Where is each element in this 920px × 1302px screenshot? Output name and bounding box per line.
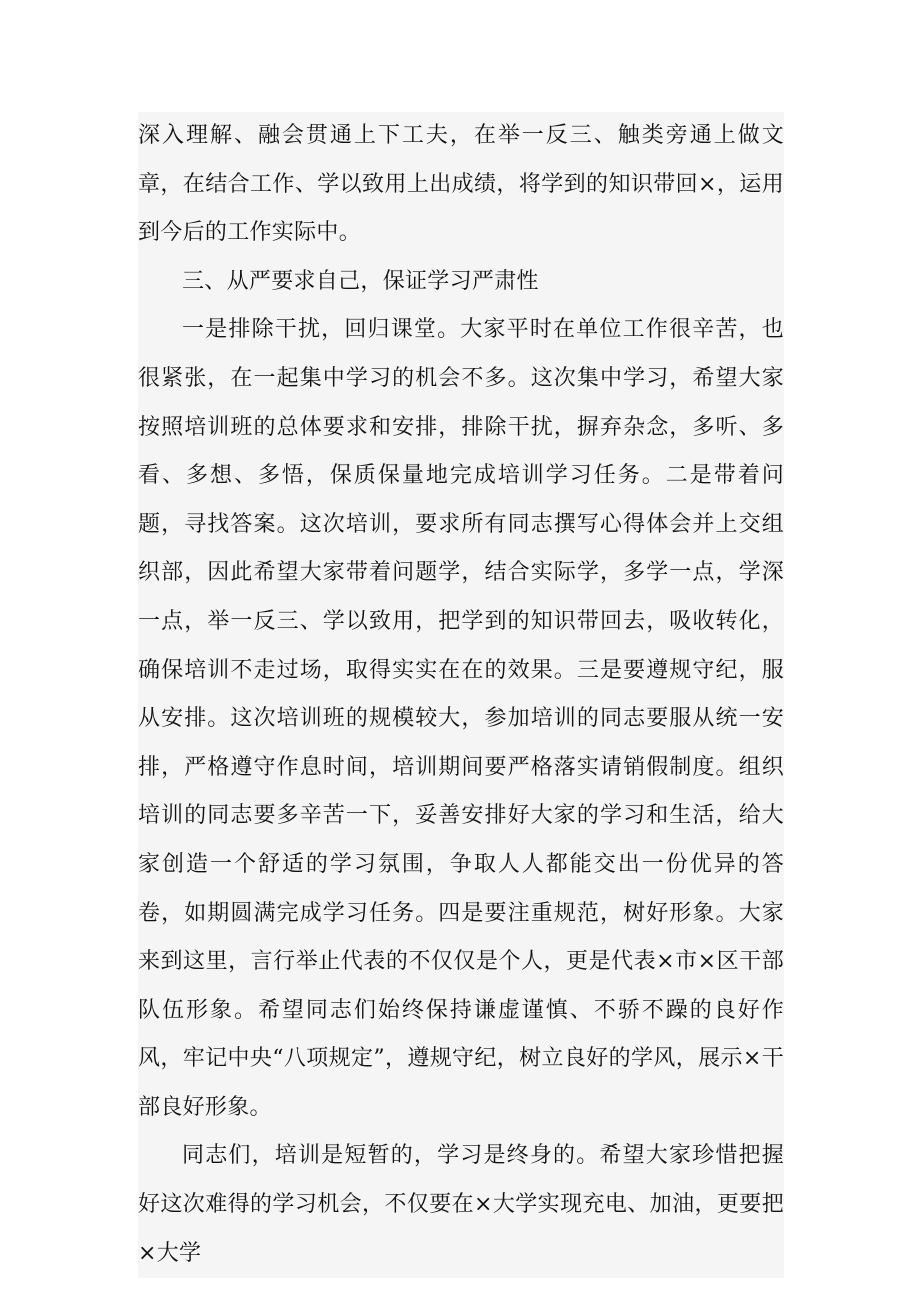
section-heading: 三、从严要求自己，保证学习严肃性 [182, 268, 539, 294]
paragraph-requirements: 一是排除干扰，回归课堂。大家平时在单位工作很辛苦，也很紧张，在一起集中学习的机会不多。这次集中学习，希望大家按照培训班的总体要求和安排，排除干扰，摒弃杂念，多听、多看、多想、多悟，保质保量地完成培训学习任务。二是带着问题，寻找答案。这次培训，要求所有同志撰写心得体会并上交组织部，因此希望大家带着问题学，结合实际学，多学一点，学深一点，举一反三、学以致用，把学到的知识带回去，吸收转化，确保培训不走过场，取得实实在在的效果。三是要遵规守纪，服从安排。这次培训班的规模较大，参加培训的同志要服从统一安排，严格遵守作息时间，培训期间要严格落实请销假制度。组织培训的同志要多辛苦一下，妥善安排好大家的学习和生活，给大家创造一个舒适的学习氛围，争取人人都能交出一份优异的答卷，如期圆满完成学习任务。四是要注重规范，树好形象。大家来到这里，言行举止代表的不仅仅是个人，更是代表×市×区干部队伍形象。希望同志们始终保持谦虚谨慎、不骄不躁的良好作风，牢记中央“八项规定”，遵规守纪，树立良好的学风，展示×干部良好形象。 [138, 317, 784, 1120]
paragraph-closing: 同志们，培训是短暂的，学习是终身的。希望大家珍惜把握好这次难得的学习机会，不仅要在×大学实现充电、加油，更要把×大学 [138, 1143, 784, 1266]
document-body [138, 112, 784, 1278]
paragraph-continuation: 深入理解、融会贯通上下工夫，在举一反三、触类旁通上做文章，在结合工作、学以致用上出成绩，将学到的知识带回×，运用到今后的工作实际中。 [138, 123, 784, 246]
